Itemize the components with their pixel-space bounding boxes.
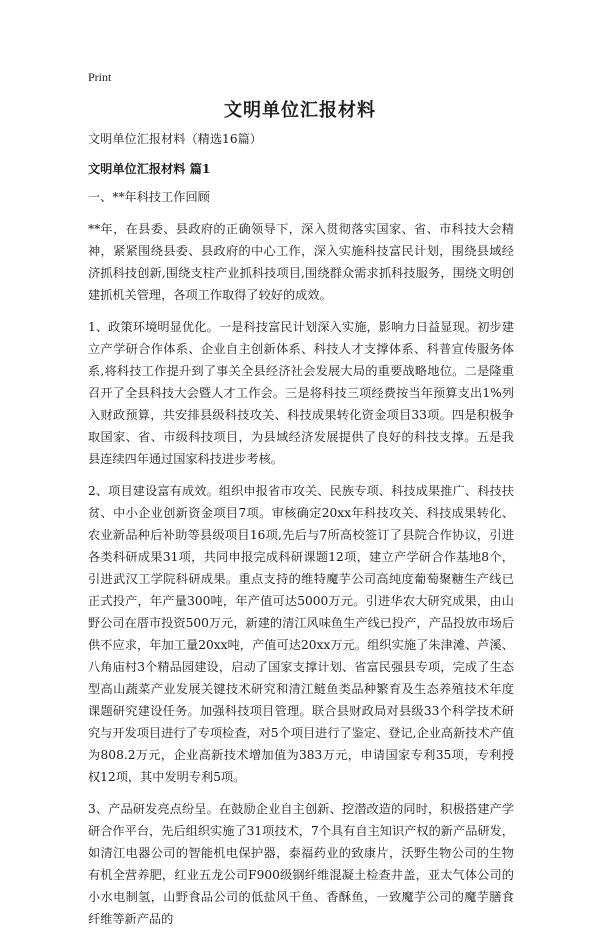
paragraph: 3、产品研发亮点纷呈。在鼓励企业自主创新、挖潜改造的同时，积极搭建产学研合作平台，先后组织实施了31项技术，7个具有自主知识产权的新产品研发，如清江电器公司的智能机电保护器，泰福药业的致康片，沃野生物公司的生物有机全营养肥，红业五龙公司F900级钢纤维混凝土检查井盖，亚太气体公司的小水电制氢，山野食品公司的低盐风干鱼、香酥鱼，一致魔芋公司的魔芋膳食纤维等新产品的 — [88, 802, 514, 926]
paragraph: 2、项目建设富有成效。组织申报省市攻关、民族专项、科技成果推广、科技扶贫、中小企业创新资金项目7项。审核确定20xx年科技攻关、科技成果转化、农业新品种后补助等县级项目16项,先后与7所高校签订了县院合作协议，引进各类科研成果31项，共同申报完成科研课题12项，建立产学研合作基地8个，引进武汉工学院科研成果。重点支持的维特魔芋公司高纯度葡萄聚糖生产线已正式投产，年产量300吨，年产值可达5000万元。引进华农大研究成果，由山野公司在厝市投资500万元，新建的清江风味鱼生产线已投产，产品投放市场后供不应求，年加工量20xx吨，产值可达20xx万元。组织实施了朱津滩、芦溪、八角庙村3个精品园建设，启动了国家支撑计划、省富民强县专项，完成了生态型高山蔬菜产业发展关键技术研究和清江鲢鱼类品种繁育及生态养殖技术年度课题研究建设任务。加强科技项目管理。联合县财政局对县级33个科学技术研究与开发项目进行了专项检查，对5个项目进行了鉴定、登记,企业高新技术产值为808.2万元，企业高新技术增加值为383万元，申请国家专利35项，专利授权12项，其中发明专利5项。 — [88, 484, 515, 784]
document-body — [88, 128, 514, 940]
section-title: 文明单位汇报材料 篇1 — [88, 162, 211, 176]
section-heading: 一、**年科技工作回顾 — [88, 190, 210, 204]
paragraph: 1、政策环境明显优化。一是科技富民计划深入实施，影响力日益显现。初步建立产学研合作体系、企业自主创新体系、科技人才支撑体系、科普宣传服务体系,将科技工作提升到了事关全县经济社会发展大局的重要战略地位。二是隆重召开了全县科技大会暨人才工作会。三是将科技三项经费按当年预算支出1%列入财政预算，共安排县级科技攻关、科技成果转化资金项目33项。四是积极争取国家、省、市级科技项目，为县域经济发展提供了良好的科技支撑。五是我县连续四年通过国家科技进步考核。 — [88, 320, 514, 466]
paragraph: **年，在县委、县政府的正确领导下，深入贯彻落实国家、省、市科技大会精神，紧紧围绕县委、县政府的中心工作，深入实施科技富民计划，围绕县域经济抓科技创新,围绕支柱产业抓科技项目,围绕群众需求抓科技服务，围绕文明创建抓机关管理，各项工作取得了较好的成效。 — [88, 222, 514, 302]
page-title: 文明单位汇报材料 — [224, 100, 376, 121]
print-link[interactable]: Print — [88, 70, 112, 84]
document-subtitle: 文明单位汇报材料（精选16篇） — [88, 132, 262, 146]
